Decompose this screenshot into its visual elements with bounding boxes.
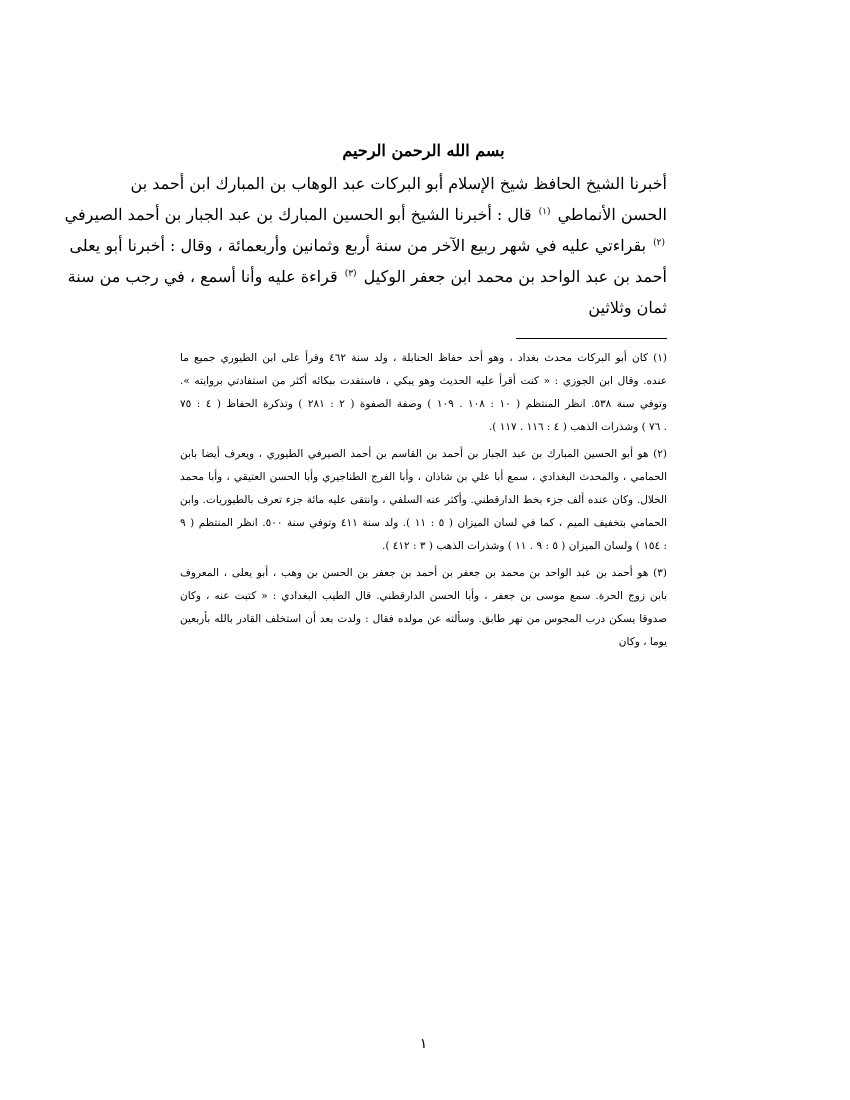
footnote-line: يوما ، وكان <box>618 636 667 648</box>
footnote-2 <box>180 443 667 558</box>
main-text-segment: بقراءتي عليه في شهر ربيع الآخر من سنة أربع وثمانين وأربعمائة ، وقال : أخبرنا أبو يعلى <box>69 236 647 255</box>
footnote-line: عنده. وقال ابن الجوزي : « كنت أقرأ عليه الحديث وهو يبكي ، فاستفدت ببكائه أكثر من استفادتي بروايته ». <box>180 375 667 387</box>
main-text-line <box>69 230 667 261</box>
main-text-line <box>180 292 667 323</box>
main-text-line <box>130 168 667 199</box>
footnote-line: : ١٥٤ ) ولسان الميزان ( ٥ : ٩ . ١١ ) وشذرات الذهب ( ٣ : ٤١٢ ). <box>382 540 667 552</box>
footnote-line: (٢) هو أبو الحسين المبارك بن عبد الجبار بن أحمد بن القاسم بن أحمد الصيرفي الطيوري ، ويعرف أيضا بابن <box>180 448 667 460</box>
main-text-segment: قراءة عليه وأنا أسمع ، في رجب من سنة <box>67 267 338 286</box>
main-text-line <box>67 261 667 292</box>
footnote-reference[interactable]: (٢) <box>653 237 665 248</box>
footnote-line: بابن زوج الحرة. سمع موسى بن جعفر ، وأبا الحسن الدارقطني. قال الطيب البغدادي : « كتبت عنه ، وكان <box>180 590 667 602</box>
main-text-segment: أخبرنا الشيخ الحافظ شيخ الإسلام أبو البركات عبد الوهاب بن المبارك ابن أحمد بن <box>130 174 667 193</box>
main-text-segment: ثمان وثلاثين <box>588 298 667 317</box>
footnotes <box>180 347 667 654</box>
main-text <box>64 168 667 323</box>
footnote-line: . ٧٦ ) وشذرات الذهب ( ٤ : ١١٦ . ١١٧ ). <box>488 421 667 433</box>
basmala-heading: بسم الله الرحمن الرحيم <box>342 141 505 160</box>
footnote-line: (٣) هو أحمد بن عبد الواحد بن محمد بن جعفر بن أحمد بن جعفر بن الحسن بن وهب ، أبو يعلى ، المعروف <box>180 567 667 579</box>
footnote-line: صدوقا يسكن درب المجوس من نهر طابق. وسألته عن مولده فقال : ولدت بعد أن استخلف القادر بالله بأربعين <box>180 613 667 625</box>
footnote-line: وتوفي سنة ٥٣٨. انظر المنتظم ( ١٠ : ١٠٨ . ١٠٩ ) وصفة الصفوة ( ٢ : ٢٨١ ) وتذكرة الحفاظ ( ٤ : ٧٥ <box>180 398 668 410</box>
main-text-line <box>64 199 667 230</box>
footnote-1 <box>180 347 667 439</box>
footnote-separator <box>516 338 667 339</box>
footnote-reference[interactable]: (١) <box>538 206 551 217</box>
main-text-segment: الحسن الأنماطي <box>557 205 667 224</box>
footnote-line: (١) كان أبو البركات محدث بغداد ، وهو أحد حفاظ الحنابلة ، ولد سنة ٤٦٢ وقرأ على ابن الطيوري جميع ما <box>180 352 668 364</box>
page-number: ١ <box>419 1036 428 1052</box>
footnote-3 <box>180 562 667 654</box>
footnote-reference[interactable]: (٣) <box>344 268 357 279</box>
main-text-segment: قال : أخبرنا الشيخ أبو الحسين المبارك بن عبد الجبار بن أحمد الصيرفي <box>64 205 532 224</box>
footnote-line: الحمامي ، والمحدث البغدادي ، سمع أبا علي بن شاذان ، وأبا الفرج الطناجيري وأبا الحسن العتيقي ، وأبا محمد <box>180 471 667 483</box>
footnote-line: الخلال. وكان عنده ألف جزء بخط الدارقطني. وأكثر عنه السلفي ، وانتقى عليه مائة جزء تعرف بالطيوريات. وابن <box>180 494 667 506</box>
main-text-segment: أحمد بن عبد الواحد بن محمد ابن جعفر الوكيل <box>363 267 667 286</box>
footnote-line: الحمامي بتخفيف الميم ، كما في لسان الميزان ( ٥ : ١١ ). ولد سنة ٤١١ وتوفي سنة ٥٠٠. انظر المنتظم ( ٩ <box>180 517 668 529</box>
document-page <box>64 0 668 1100</box>
